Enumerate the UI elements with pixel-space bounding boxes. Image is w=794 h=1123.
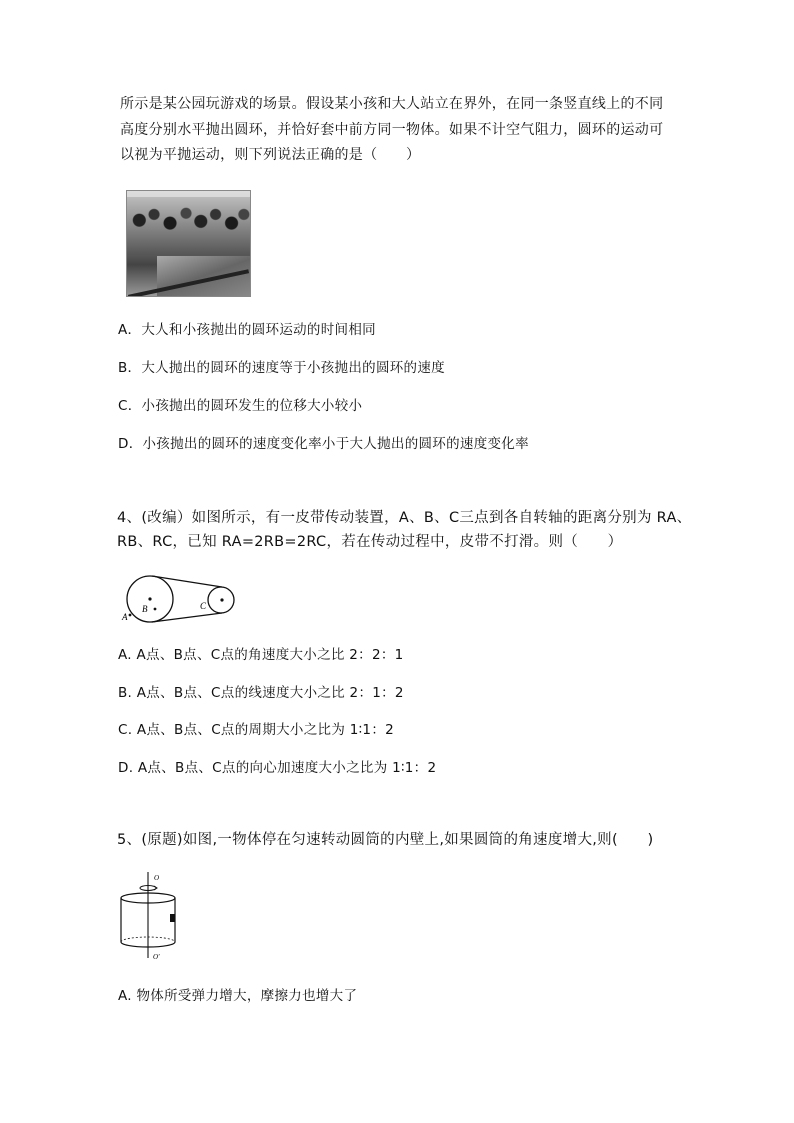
q3-stem-line-2: 高度分别水平抛出圆环，并恰好套中前方同一物体。如果不计空气阻力，圆环的运动可 [120,122,664,138]
q3-option-b: B．大人抛出的圆环的速度等于小孩抛出的圆环的速度 [118,360,445,376]
rotating-cylinder-diagram [118,870,180,962]
belt-drive-diagram [118,570,240,626]
q4-option-a: A. A点、B点、C点的角速度大小之比 2：2：1 [118,647,404,663]
q3-stem-line-1: 所示是某公园玩游戏的场景。假设某小孩和大人站立在界外，在同一条竖直线上的不同 [120,96,664,112]
q4-option-d: D. A点、B点、C点的向心加速度大小之比为 1∶1：2 [118,760,437,776]
q4-option-b: B. A点、B点、C点的线速度大小之比 2：1：2 [118,685,404,701]
q3-option-c: C．小孩抛出的圆环发生的位移大小较小 [118,398,363,414]
q3-option-d: D．小孩抛出的圆环的速度变化率小于大人抛出的圆环的速度变化率 [118,436,529,452]
q3-stem-line-3: 以视为平抛运动，则下列说法正确的是（ ） [120,147,421,163]
q3-option-a: A．大人和小孩抛出的圆环运动的时间相同 [118,322,376,338]
label-o-bottom: O′ [153,953,160,961]
label-c: C [200,601,207,611]
label-a: A [122,612,128,622]
q4-stem-line-1: 4、(改编）如图所示，有一皮带传动装置，A、B、C三点到各自转轴的距离分别为 RA、 [117,510,692,526]
label-b: B [142,604,148,614]
q4-stem-line-2: RB、RC，已知 RA=2RB=2RC，若在传动过程中，皮带不打滑。则（ ） [117,534,623,550]
label-o-top: O [154,874,160,882]
q5-stem: 5、(原题)如图,一物体停在匀速转动圆筒的内壁上,如果圆筒的角速度增大,则( ) [117,832,654,848]
q5-option-a: A. 物体所受弹力增大，摩擦力也增大了 [118,988,358,1004]
park-ring-toss-photo [126,190,251,297]
q4-option-c: C. A点、B点、C点的周期大小之比为 1∶1：2 [118,722,395,738]
